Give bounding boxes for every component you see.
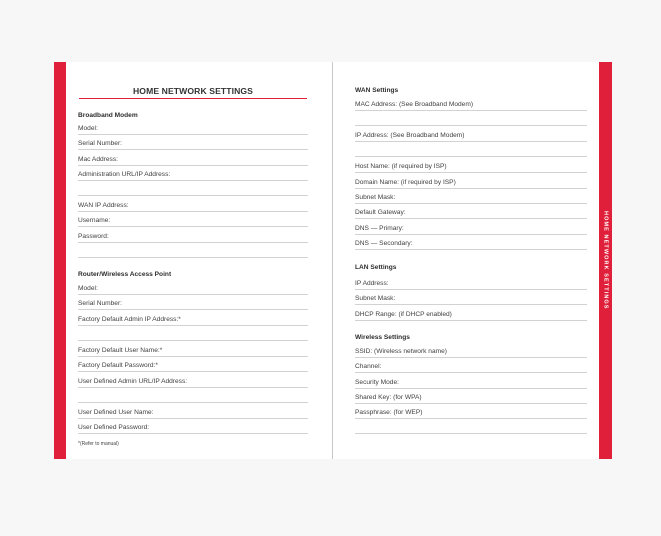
field-label: Security Mode:: [355, 379, 399, 386]
field-label: Passphrase: (for WEP): [355, 409, 423, 416]
field-label: DNS — Secondary:: [355, 240, 413, 247]
field-router-default-password[interactable]: [78, 357, 308, 372]
field-router-admin-url[interactable]: [78, 373, 308, 388]
field-label: IP Address: (See Broadband Modem): [355, 132, 465, 139]
field-label: Factory Default Admin IP Address:*: [78, 316, 181, 323]
lan-heading: LAN Settings: [355, 264, 397, 271]
field-label: DHCP Range: (if DHCP enabled): [355, 311, 452, 318]
field-label: Subnet Mask:: [355, 295, 396, 302]
field-label: Shared Key: (for WPA): [355, 394, 422, 401]
field-modem-mac[interactable]: [78, 151, 308, 166]
field-label: Model:: [78, 285, 98, 292]
field-label: Host Name: (if required by ISP): [355, 163, 447, 170]
field-label: User Defined User Name:: [78, 409, 154, 416]
field-modem-serial[interactable]: [78, 135, 308, 150]
field-label: Serial Number:: [78, 140, 122, 147]
field-wan-subnet[interactable]: [355, 189, 587, 204]
field-wan-ip[interactable]: [355, 127, 587, 142]
field-modem-wan-ip[interactable]: [78, 197, 308, 212]
field-wan-mac-line2[interactable]: [355, 125, 587, 126]
field-label: Administration URL/IP Address:: [78, 171, 171, 178]
field-wan-domain[interactable]: [355, 174, 587, 189]
field-modem-admin-url[interactable]: [78, 166, 308, 181]
field-modem-model[interactable]: [78, 120, 308, 135]
field-modem-password[interactable]: [78, 228, 308, 243]
field-label: MAC Address: (See Broadband Modem): [355, 101, 474, 108]
field-label: Model:: [78, 125, 98, 132]
field-wan-dns-secondary[interactable]: [355, 235, 587, 250]
field-router-default-ip[interactable]: [78, 311, 308, 326]
field-label: Subnet Mask:: [355, 194, 396, 201]
field-router-model[interactable]: [78, 280, 308, 295]
field-lan-ip[interactable]: [355, 275, 587, 290]
field-label: Domain Name: (if required by ISP): [355, 179, 456, 186]
field-router-serial[interactable]: [78, 295, 308, 310]
page-spine: [332, 62, 333, 459]
field-wireless-passphrase-line2[interactable]: [355, 433, 587, 434]
field-modem-username[interactable]: [78, 212, 308, 227]
field-wan-gateway[interactable]: [355, 204, 587, 219]
field-wireless-ssid[interactable]: [355, 343, 587, 358]
field-wan-mac[interactable]: [355, 96, 587, 111]
field-label: User Defined Password:: [78, 424, 150, 431]
field-label: SSID: (Wireless network name): [355, 348, 447, 355]
field-label: Serial Number:: [78, 300, 122, 307]
field-wireless-passphrase[interactable]: [355, 404, 587, 419]
field-modem-password-line2[interactable]: [78, 257, 308, 258]
field-router-admin-url-line2[interactable]: [78, 402, 308, 403]
field-wireless-shared-key[interactable]: [355, 389, 587, 404]
page-title: HOME NETWORK SETTINGS: [79, 86, 307, 99]
side-tab-label: HOME NETWORK SETTINGS: [602, 211, 609, 310]
field-label: User Defined Admin URL/IP Address:: [78, 378, 188, 385]
field-label: Channel:: [355, 363, 382, 370]
field-wireless-channel[interactable]: [355, 358, 587, 373]
field-label: IP Address:: [355, 280, 389, 287]
field-label: Default Gateway:: [355, 209, 406, 216]
field-label: DNS — Primary:: [355, 225, 404, 232]
field-wan-ip-line2[interactable]: [355, 156, 587, 157]
router-heading: Router/Wireless Access Point: [78, 271, 172, 278]
field-label: Password:: [78, 233, 109, 240]
field-label: Factory Default User Name:*: [78, 347, 163, 354]
wan-heading: WAN Settings: [355, 87, 399, 94]
field-lan-subnet[interactable]: [355, 290, 587, 305]
field-router-default-ip-line2[interactable]: [78, 340, 308, 341]
field-label: Mac Address:: [78, 156, 118, 163]
field-label: Factory Default Password:*: [78, 362, 158, 369]
field-modem-admin-url-line2[interactable]: [78, 195, 308, 196]
field-router-user-password[interactable]: [78, 419, 308, 434]
side-tab-label-wrap: [599, 62, 612, 459]
broadband-heading: Broadband Modem: [78, 112, 138, 119]
field-lan-dhcp[interactable]: [355, 306, 587, 321]
footnote: *(Refer to manual): [78, 441, 119, 447]
field-wireless-security[interactable]: [355, 374, 587, 389]
field-wan-dns-primary[interactable]: [355, 220, 587, 235]
field-wan-host[interactable]: [355, 158, 587, 173]
field-label: WAN IP Address:: [78, 202, 129, 209]
left-accent-bar: [54, 62, 66, 459]
field-router-user-name[interactable]: [78, 404, 308, 419]
field-router-default-user[interactable]: [78, 342, 308, 357]
field-label: Username:: [78, 217, 111, 224]
wireless-heading: Wireless Settings: [355, 334, 410, 341]
